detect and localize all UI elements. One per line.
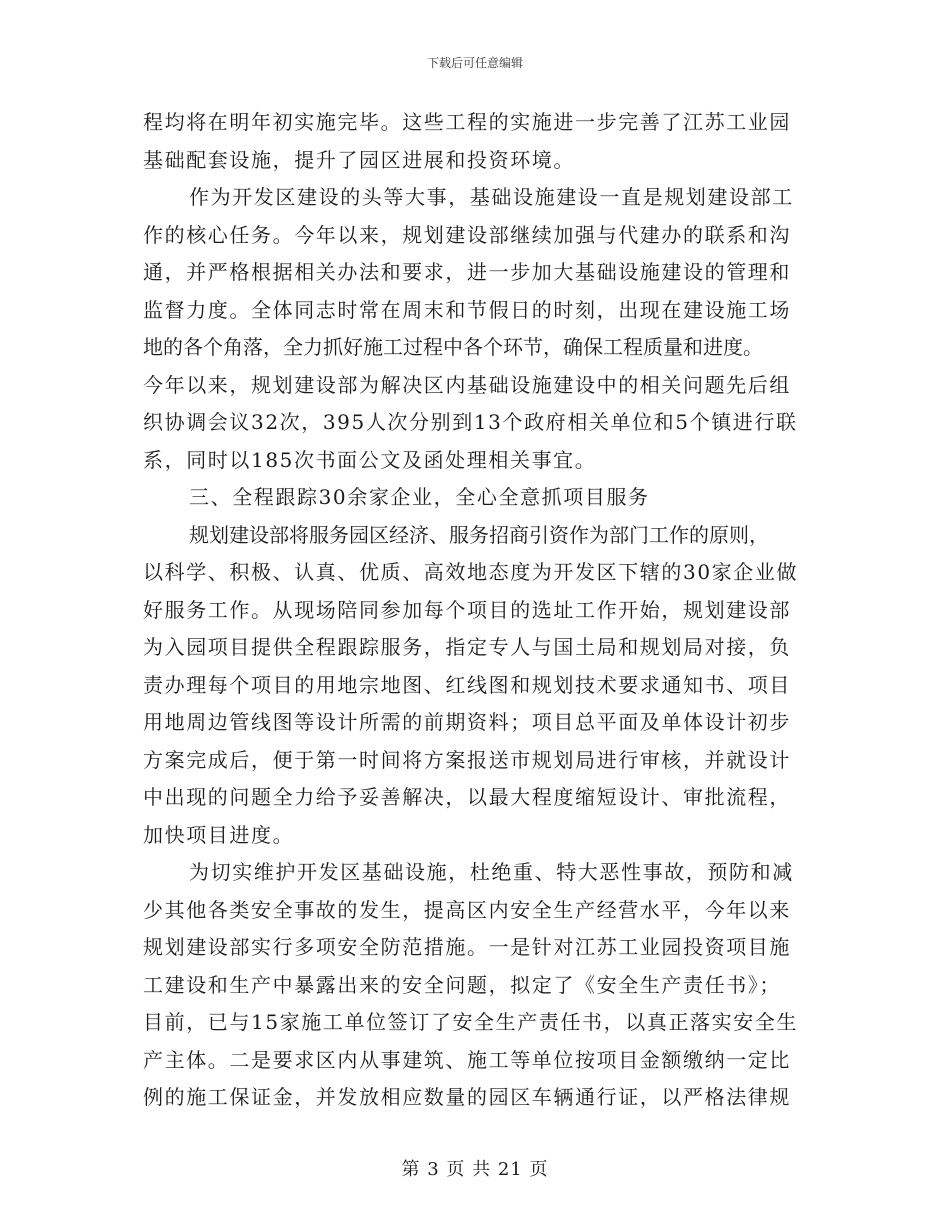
text-line: 地的各个角落，全力抓好施工过程中各个环节，确保工程质量和进度。 <box>143 335 763 359</box>
text-line: 规划建设部实行多项安全防范措施。一是针对江苏工业园投资项目施 <box>143 935 791 959</box>
body-paragraph <box>143 854 811 1117</box>
text-line: 为入园项目提供全程跟踪服务，指定专人与国土局和规划局对接，负 <box>143 635 791 659</box>
text-line: 规划建设部将服务园区经济、服务招商引资作为部门工作的原则， <box>189 522 769 547</box>
text-line: 例的施工保证金，并发放相应数量的园区车辆通行证，以严格法律规 <box>143 1085 791 1109</box>
text-line: 目前，已与15家施工单位签订了安全生产责任书，以真正落实安全生 <box>143 1010 799 1034</box>
text-line: 用地周边管线图等设计所需的前期资料；项目总平面及单体设计初步 <box>143 710 791 734</box>
text-line: 为切实维护开发区基础设施，杜绝重、特大恶性事故，预防和减 <box>189 860 794 884</box>
body-paragraph <box>143 179 811 479</box>
text-line: 方案完成后，便于第一时间将方案报送市规划局进行审核，并就设计 <box>143 747 791 772</box>
text-line: 加快项目进度。 <box>143 822 295 847</box>
text-line: 今年以来，规划建设部为解决区内基础设施建设中的相关问题先后组 <box>143 372 791 397</box>
text-line: 监督力度。全体同志时常在周末和节假日的时刻，出现在建设施工场 <box>143 297 791 322</box>
page-footer: 第 3 页 共 21 页 <box>401 1159 549 1180</box>
text-line: 工建设和生产中暴露出来的安全问题，拟定了《安全生产责任书》； <box>143 972 781 997</box>
text-line: 作的核心任务。今年以来，规划建设部继续加强与代建办的联系和沟 <box>143 222 791 247</box>
body-paragraph <box>143 104 811 179</box>
text-line: 系，同时以185次书面公文及函处理相关事宜。 <box>143 447 597 472</box>
text-line: 产主体。二是要求区内从事建筑、施工等单位按项目金额缴纳一定比 <box>143 1047 791 1072</box>
text-line: 中出现的问题全力给予妥善解决，以最大程度缩短设计、审批流程， <box>143 785 791 809</box>
text-line: 以科学、积极、认真、优质、高效地态度为开发区下辖的30家企业做 <box>143 560 799 584</box>
body-paragraph <box>143 479 811 517</box>
text-line: 通，并严格根据相关办法和要求，进一步加大基础设施建设的管理和 <box>143 260 791 284</box>
body-paragraph <box>143 517 811 855</box>
text-line: 好服务工作。从现场陪同参加每个项目的选址工作开始，规划建设部 <box>143 597 791 622</box>
page-header: 下载后可任意编辑 <box>426 56 523 70</box>
text-line: 织协调会议32次，395人次分别到13个政府相关单位和5个镇进行联 <box>143 410 798 434</box>
document-body <box>143 104 811 1117</box>
text-line: 责办理每个项目的用地宗地图、红线图和规划技术要求通知书、项目 <box>143 672 791 697</box>
text-line: 三、全程跟踪30余家企业，全心全意抓项目服务 <box>189 485 650 509</box>
text-line: 基础配套设施，提升了园区进展和投资环境。 <box>143 147 575 172</box>
text-line: 少其他各类安全事故的发生，提高区内安全生产经营水平，今年以来 <box>143 897 791 922</box>
text-line: 程均将在明年初实施完毕。这些工程的实施进一步完善了江苏工业园 <box>143 110 791 134</box>
text-line: 作为开发区建设的头等大事，基础设施建设一直是规划建设部工 <box>189 185 794 209</box>
